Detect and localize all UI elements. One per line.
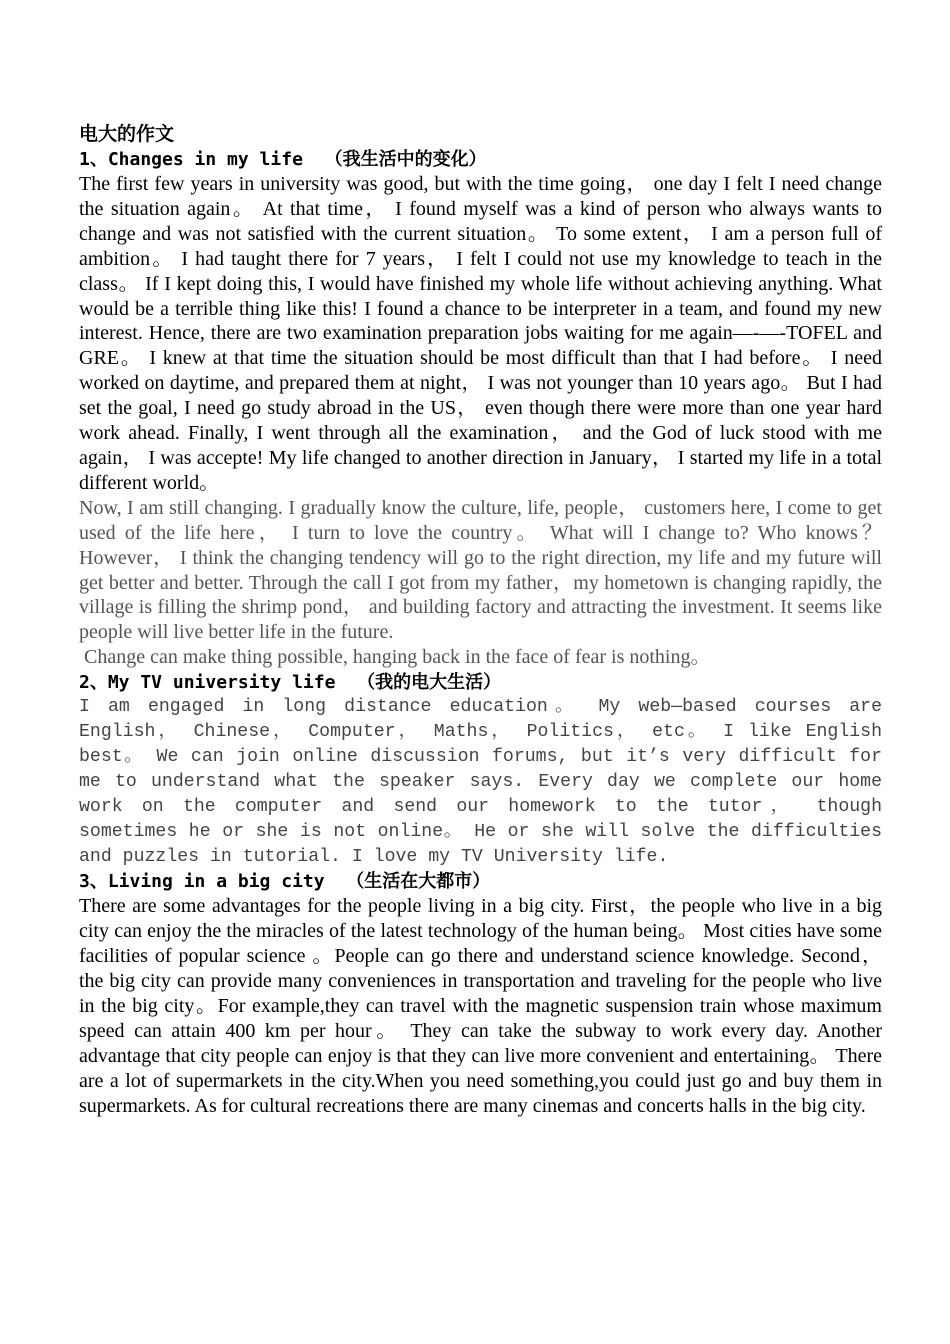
document-page — [79, 122, 882, 1119]
section-2-heading: 2、My TV university life （我的电大生活） — [79, 672, 502, 694]
section-1-paragraph-2: Now, I am still changing. I gradually know the culture, life, people， customers here, I come to get used of the life here， I turn to love the country。 What will I change to? Who knows？ However， I think the changing tendency will go to the right direction, my life and my future will get better and better. Through the call I got from my father，my hometown is changing rapidly, the village is filling the shrimp pond， and building factory and attracting the investment. It seems like people will live better life in the future. — [79, 496, 882, 644]
section-1-paragraph-3: Change can make thing possible, hanging back in the face of fear is nothing。 — [84, 646, 711, 669]
section-1-heading: 1、Changes in my life （我生活中的变化） — [79, 149, 487, 170]
document-title: 电大的作文 — [79, 123, 175, 145]
section-3-heading: 3、Living in a big city （生活在大都市） — [79, 871, 491, 893]
section-3-paragraph-1: There are some advantages for the people living in a big city. First，the people who live in a big city can enjoy the the miracles of the latest technology of the human being。 Most cities have some facilities of popular science 。People can go there and understand science knowledge. Second， the big city can provide many conveniences in transportation and traveling for the people who live in the big city。For example,they can travel with the magnetic suspension train whose maximum speed can attain 400 km per hour。 They can take the subway to work every day. Another advantage that city people can enjoy is that they can live more convenient and entertaining。 There are a lot of supermarkets in the city.When you need something,you could just go and buy them in supermarkets. As for cultural recreations there are many cinemas and concerts halls in the big city. — [79, 895, 882, 1117]
section-1-paragraph-1: The first few years in university was good, but with the time going， one day I felt I need change the situation again。 At that time， I found myself was a kind of person who always wants to change and was not satisfied with the current situation。 To some extent， I am a person full of ambition。 I had taught there for 7 years， I felt I could not use my knowledge to teach in the class。 If I kept doing this, I would have finished my whole life without achieving anything. What would be a terrible thing like this! I found a chance to be interpreter in a team, and found my new interest. Hence, there are two examination preparation jobs waiting for me again—-—-TOFEL and GRE。 I knew at that time the situation should be most difficult than that I had before。 I need worked on daytime, and prepared them at night， I was not younger than 10 years ago。 But I had set the goal, I need go study abroad in the US， even though there were more than one year hard work ahead. Finally, I went through all the examination， and the God of luck stood with me again， I was accepte! My life changed to another direction in January， I started my life in a total different world。 — [79, 173, 882, 494]
section-2-paragraph-1: I am engaged in long distance education。 My web—based courses are English， Chinese， Computer， Maths， Politics， etc。 I like English best。 We can join online discussion forums, but it’s very difficult for me to understand what the speaker says. Every day we complete our home work on the computer and send our homework to the tutor， though sometimes he or she is not online。 He or she will solve the difficulties and puzzles in tutorial. I love my TV University life. — [79, 697, 882, 867]
